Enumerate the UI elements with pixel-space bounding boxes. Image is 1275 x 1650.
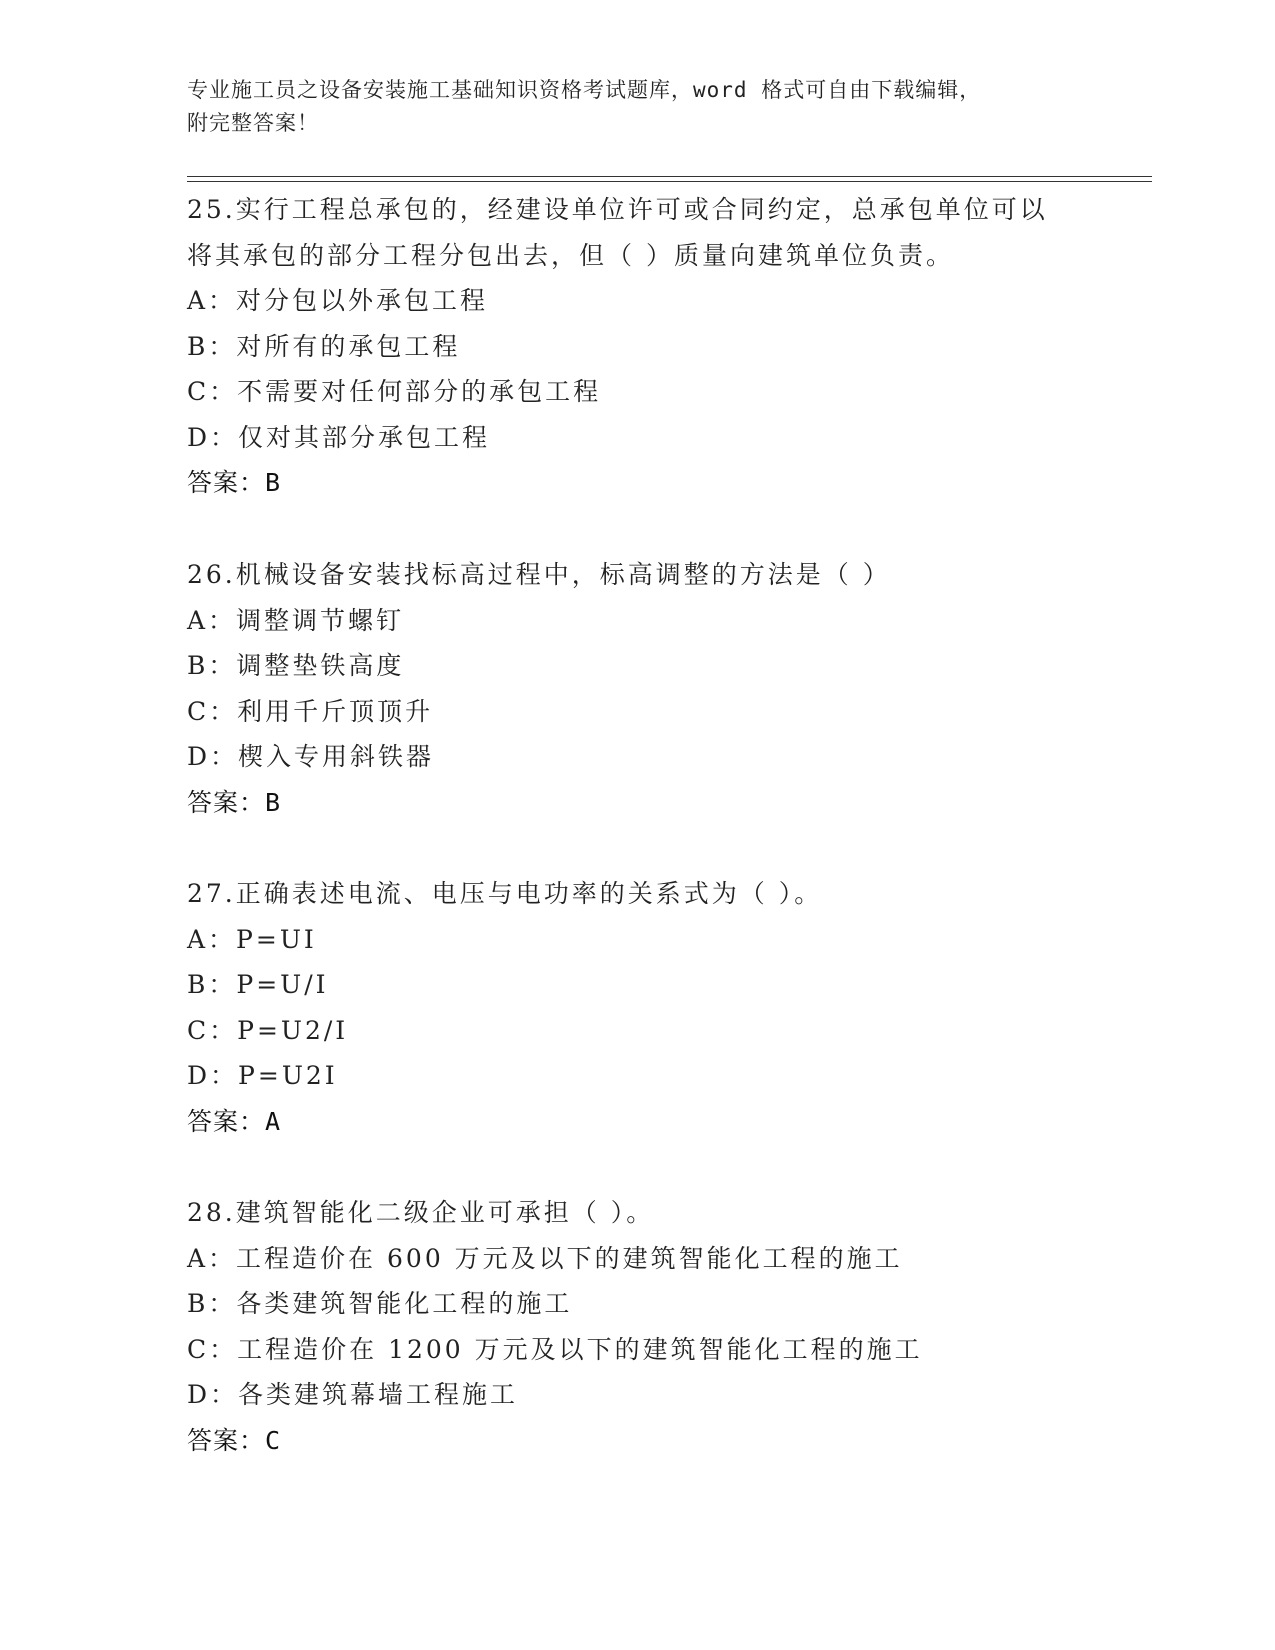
answer: 答案：A bbox=[187, 1106, 282, 1136]
option-b: B：各类建筑智能化工程的施工 bbox=[187, 1289, 573, 1318]
option-b: B：P=U/I bbox=[187, 970, 329, 999]
answer: 答案：B bbox=[187, 787, 282, 817]
option-d: D：楔入专用斜铁器 bbox=[187, 742, 435, 771]
option-c: C：不需要对任何部分的承包工程 bbox=[187, 377, 602, 406]
question-26 bbox=[187, 552, 1087, 825]
option-b: B：对所有的承包工程 bbox=[187, 331, 461, 361]
option-c: C：P=U2/I bbox=[187, 1015, 349, 1045]
option-a: A：调整调节螺钉 bbox=[187, 605, 405, 635]
option-a: A：P=UI bbox=[187, 924, 317, 954]
answer: 答案：C bbox=[187, 1425, 282, 1455]
option-c: C：工程造价在 1200 万元及以下的建筑智能化工程的施工 bbox=[187, 1334, 923, 1364]
option-b: B：调整垫铁高度 bbox=[187, 651, 405, 680]
header-line-2: 附完整答案！ bbox=[187, 111, 319, 135]
question-stem: 28.建筑智能化二级企业可承担（ ）。 bbox=[187, 1198, 655, 1227]
header-divider-bottom bbox=[187, 181, 1152, 182]
question-27 bbox=[187, 871, 1087, 1144]
option-a: A：对分包以外承包工程 bbox=[187, 286, 489, 315]
option-d: D：仅对其部分承包工程 bbox=[187, 422, 491, 452]
question-stem: 26.机械设备安装找标高过程中，标高调整的方法是（ ） bbox=[187, 560, 891, 589]
option-a: A：工程造价在 600 万元及以下的建筑智能化工程的施工 bbox=[187, 1243, 903, 1273]
question-stem: 25.实行工程总承包的，经建设单位许可或合同约定，总承包单位可以 bbox=[187, 195, 1048, 224]
answer: 答案：B bbox=[187, 468, 282, 497]
option-d: D：P=U2I bbox=[187, 1061, 338, 1090]
question-25 bbox=[187, 187, 1087, 506]
option-c: C：利用千斤顶顶升 bbox=[187, 696, 434, 726]
question-stem: 27.正确表述电流、电压与电功率的关系式为（ ）。 bbox=[187, 879, 823, 908]
header-divider-top bbox=[187, 176, 1152, 177]
question-stem-continued: 将其承包的部分工程分包出去，但（ ）质量向建筑单位负责。 bbox=[187, 240, 954, 270]
header-line-1: 专业施工员之设备安装施工基础知识资格考试题库，word 格式可自由下载编辑， bbox=[187, 78, 982, 102]
question-28 bbox=[187, 1190, 1087, 1463]
document-header bbox=[187, 74, 1087, 140]
option-d: D：各类建筑幕墙工程施工 bbox=[187, 1380, 519, 1409]
